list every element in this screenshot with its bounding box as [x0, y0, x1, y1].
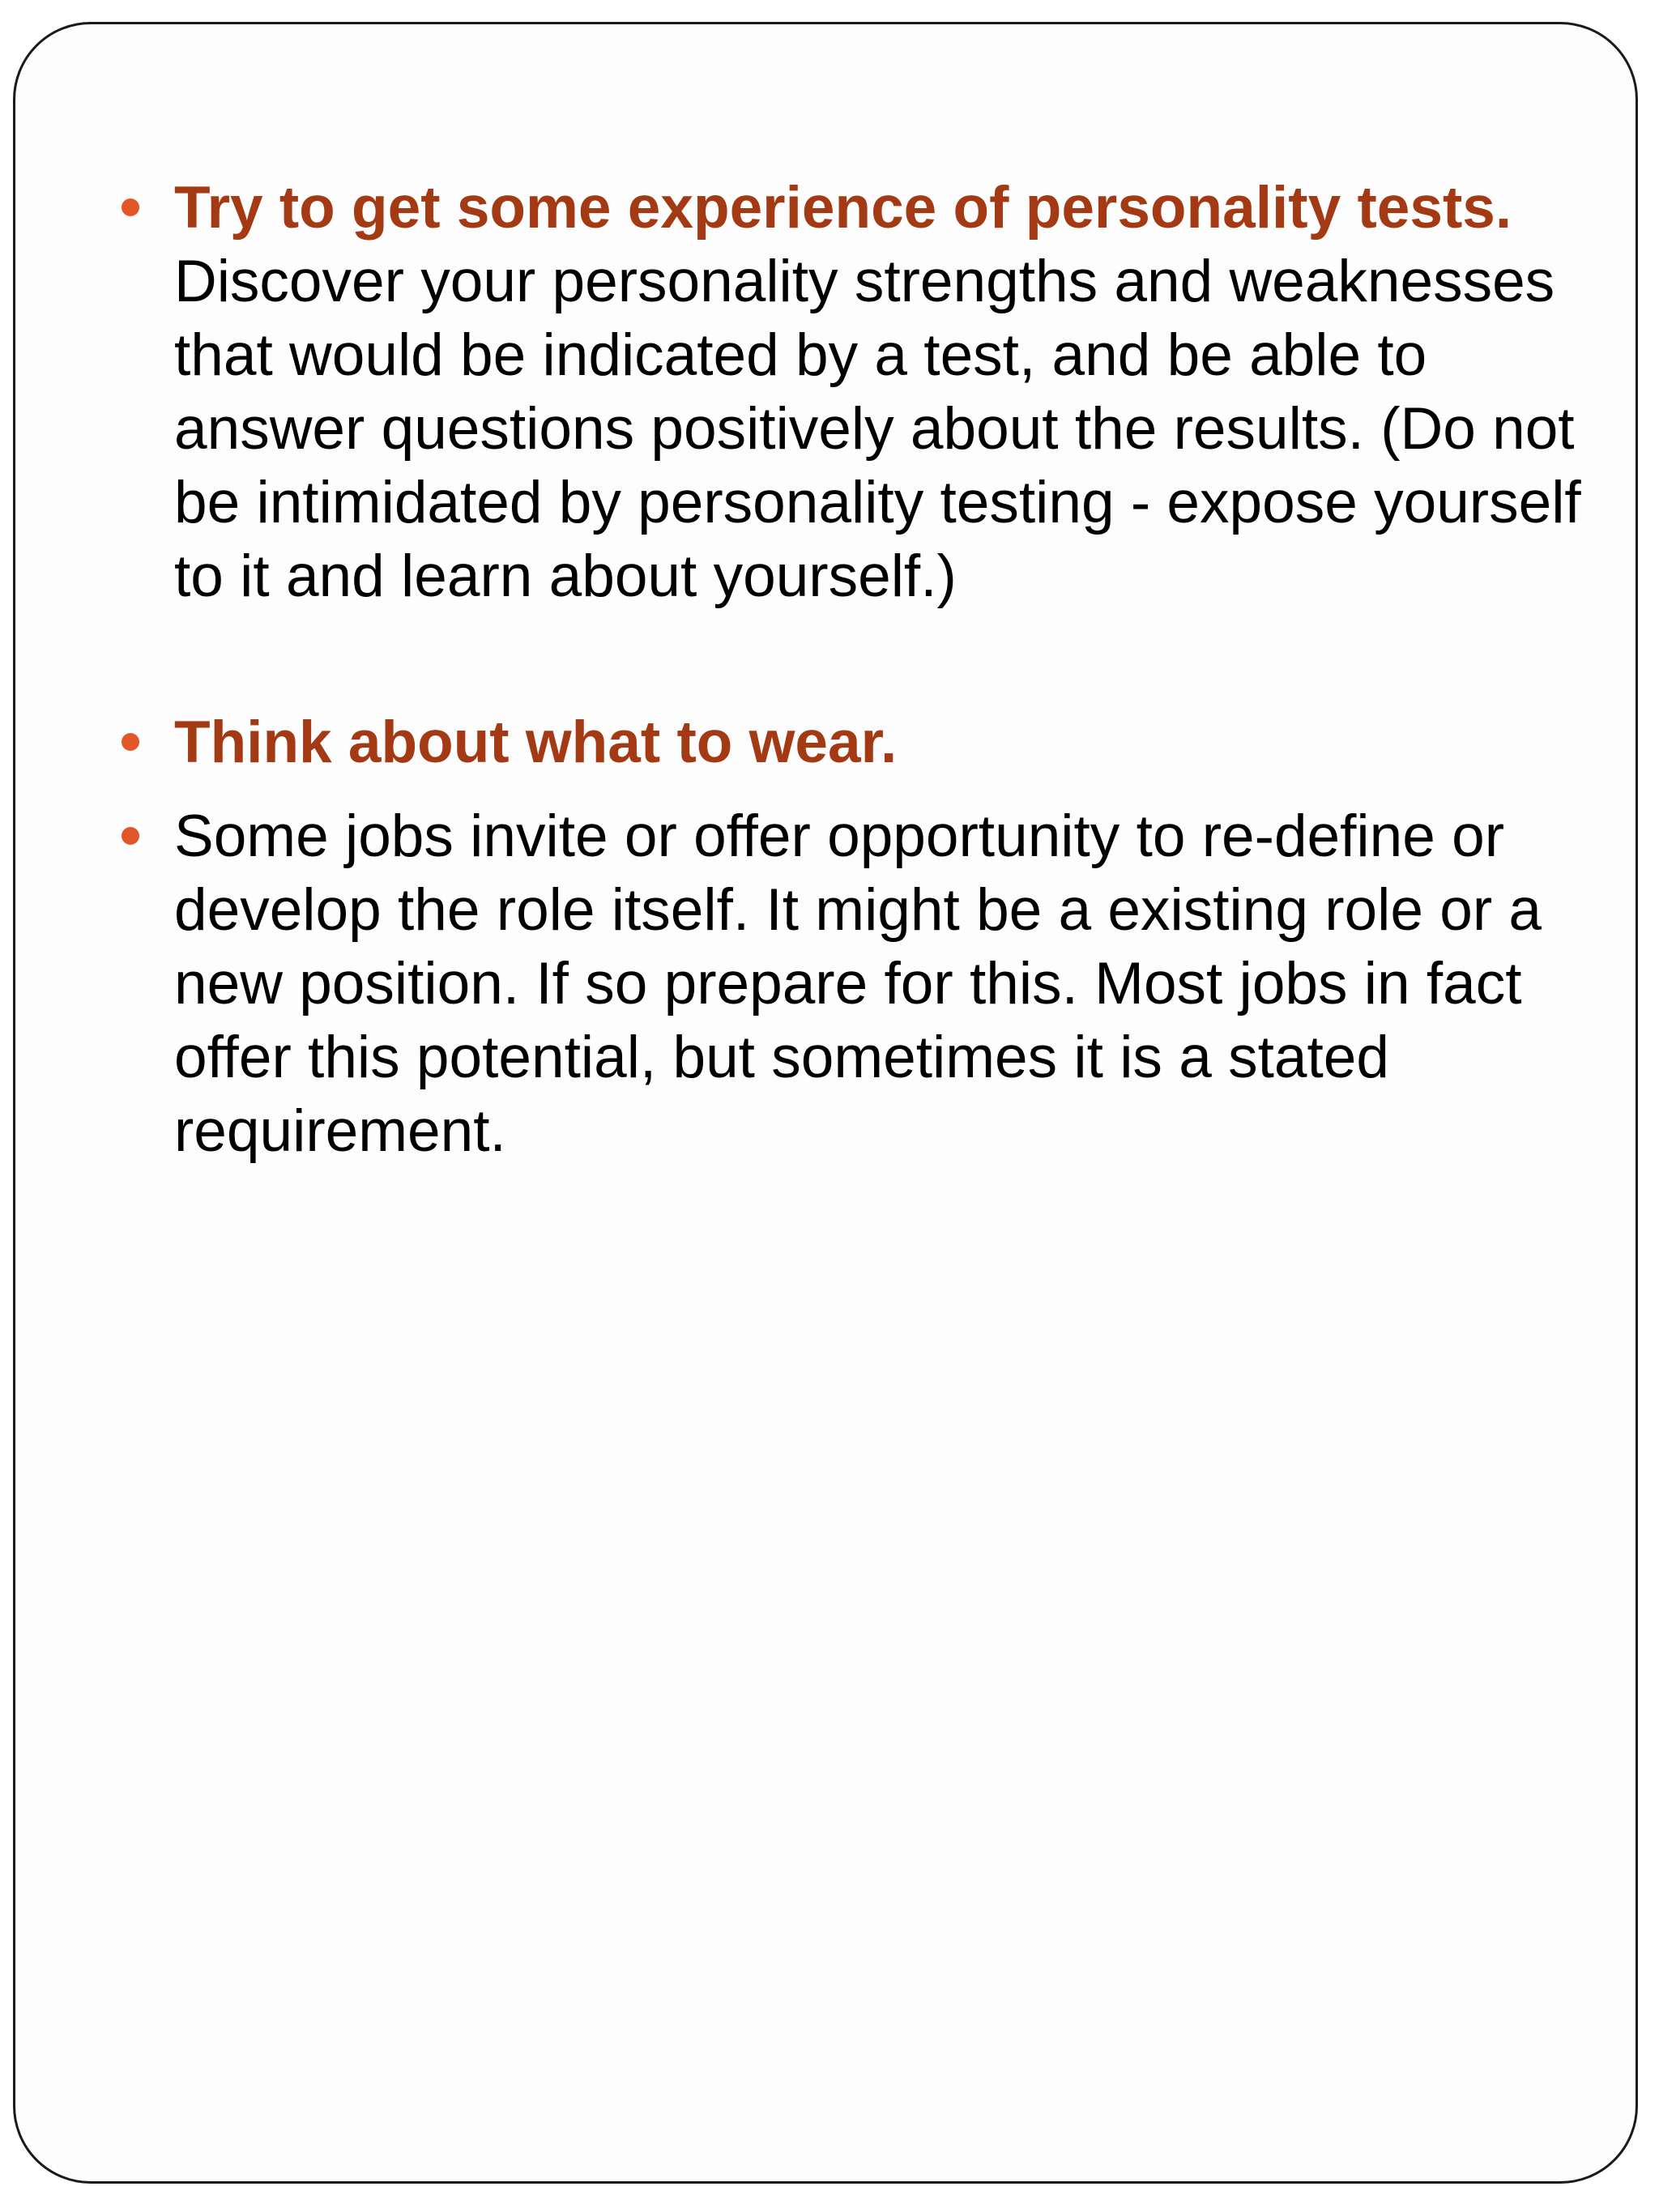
bullet-item-role-development	[174, 799, 1600, 1168]
bullet-body-text: Some jobs invite or offer opportunity to re-define or develop the role itself. It might be a existing role or a new position. If so prepare for this. Most jobs in fact offer this potential, but sometimes it is a stated requirement.	[174, 803, 1542, 1164]
slide-frame	[13, 22, 1638, 2184]
bullet-lead-text: Think about what to wear.	[174, 710, 898, 775]
bullet-dot-icon	[122, 198, 139, 216]
bullet-item-what-to-wear	[174, 705, 1600, 779]
bullet-dot-icon	[122, 733, 139, 751]
bullet-dot-icon	[122, 827, 139, 845]
bullet-body-text: Discover your personality strengths and weaknesses that would be indicated by a test, and be able to answer questions positively about the results. (Do not be intimidated by personality testing - expose yourself to it and learn about yourself.)	[174, 249, 1581, 609]
bullet-lead-text: Try to get some experience of personality tests.	[174, 175, 1512, 241]
bullet-item-personality-tests	[174, 171, 1600, 613]
